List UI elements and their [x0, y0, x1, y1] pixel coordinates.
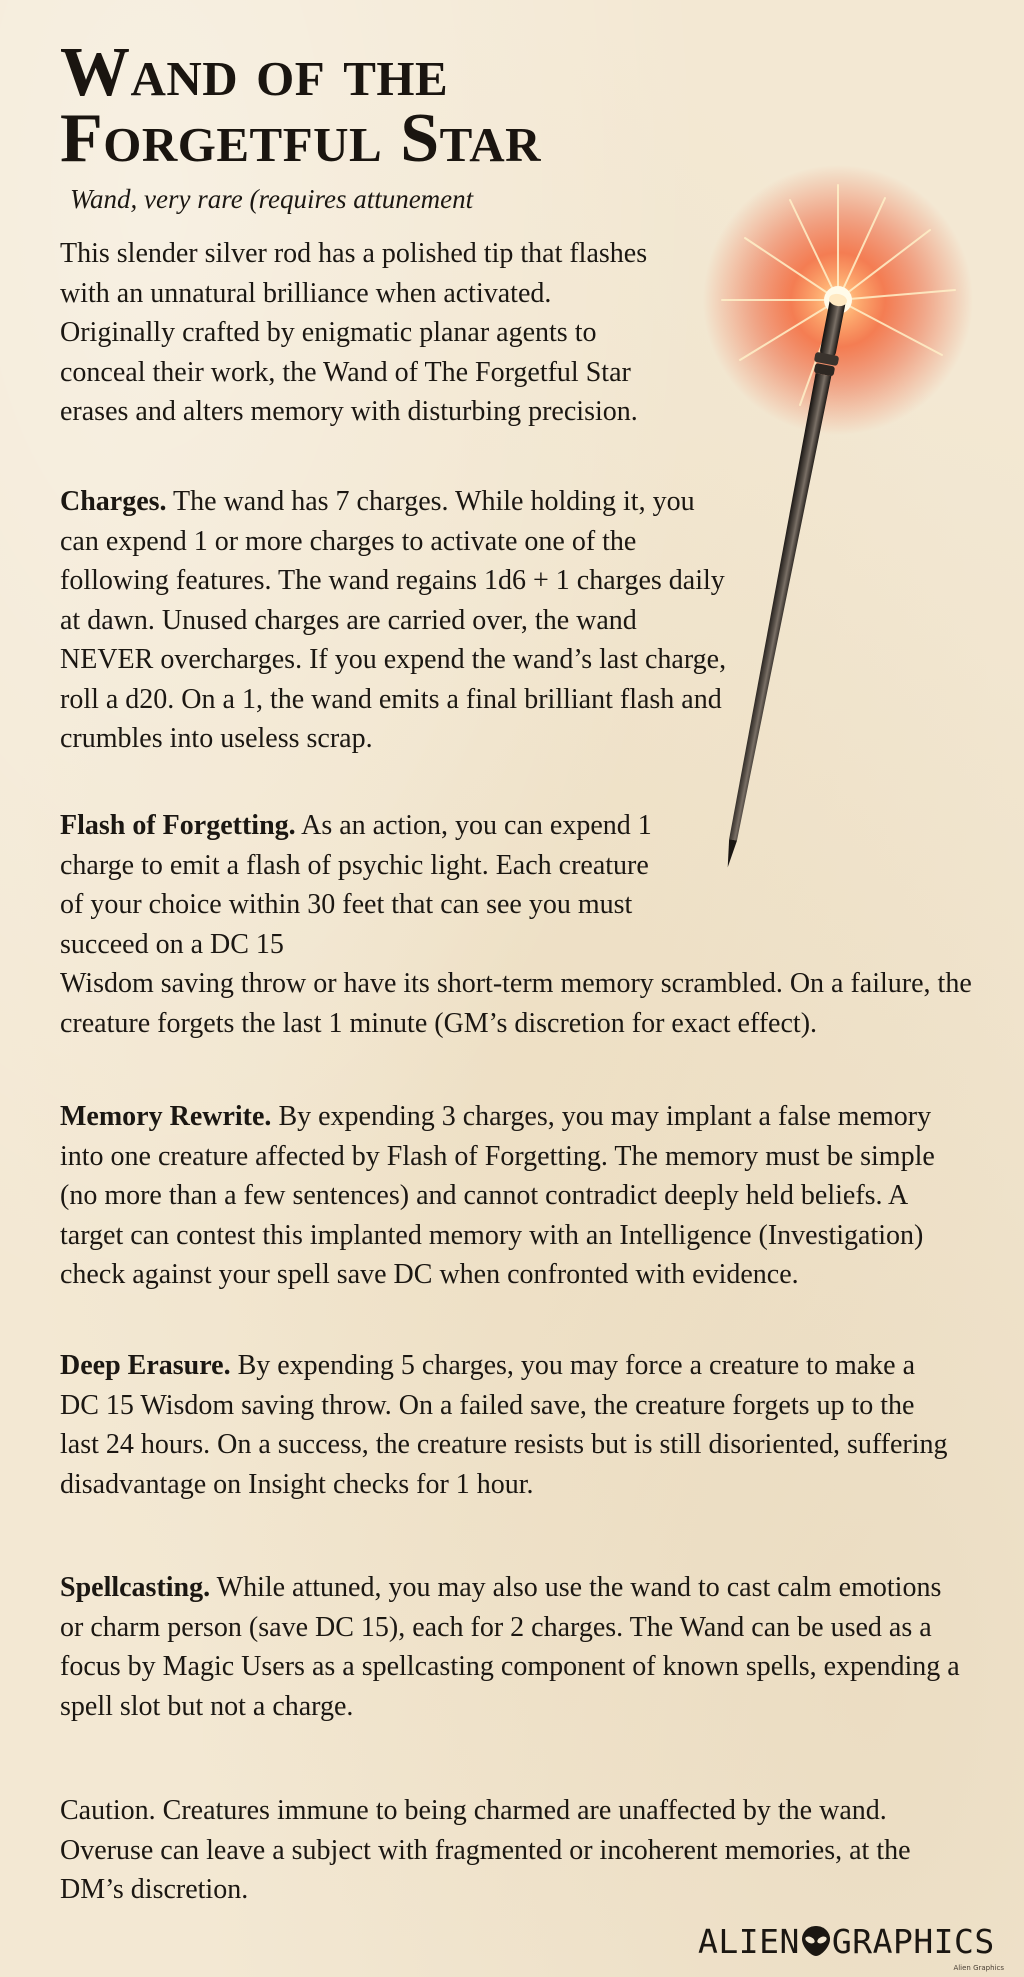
flash-paragraph-top: [60, 806, 665, 964]
caution-text: Caution. Creatures immune to being charmed are unaffected by the wand. Overuse can leave a subject with fragmented or incoherent memories, at the DM’s discretion.: [60, 1795, 911, 1905]
charges-text: The wand has 7 charges. While holding it, you can expend 1 or more charges to activate one of the following features. The wand regains 1d6 + 1 charges daily at dawn. Unused charges are carried over, the wand NEVER overcharges. If you expend the wand’s last charge, roll a d20. On a 1, the wand emits a final brilliant flash and crumbles into useless scrap.: [60, 486, 727, 754]
deep-erasure-heading: Deep Erasure.: [60, 1350, 231, 1381]
charges-paragraph: [60, 482, 730, 759]
deep-erasure-paragraph: [60, 1346, 950, 1504]
spellcasting-paragraph: [60, 1568, 960, 1726]
item-type-subtitle: Wand, very rare (requires attunement: [70, 184, 474, 214]
memory-rewrite-heading: Memory Rewrite.: [60, 1101, 272, 1132]
alien-graphics-logo: [698, 1916, 1008, 1972]
caution-paragraph: [60, 1791, 940, 1910]
charges-heading: Charges.: [60, 486, 167, 517]
item-title: [60, 34, 760, 177]
spellcasting-text: While attuned, you may also use the wand to cast calm emotions or charm person (save DC 15), each for 2 charges. The Wand can be used as a focus by Magic Users as a spellcasting component of known spells, expending a spell slot but not a charge.: [60, 1572, 960, 1722]
flash-text-bottom: Wisdom saving throw or have its short-term memory scrambled. On a failure, the creature forgets the last 1 minute (GM’s discretion for exact effect).: [60, 968, 972, 1039]
flash-heading: Flash of Forgetting.: [60, 810, 296, 841]
logo-text-left: ALIEN: [698, 1921, 800, 1961]
title-line-2: Forgetful Star: [60, 100, 541, 177]
memory-rewrite-text: By expending 3 charges, you may implant a false memory into one creature affected by Flash of Forgetting. The memory must be simple (no more than a few sentences) and cannot contradict deeply held beliefs. A target can contest this implanted memory with an Intelligence (Investigation) check against your spell save DC when confronted with evidence.: [60, 1101, 935, 1290]
alien-head-icon: [801, 1924, 831, 1958]
logo-text-right: GRAPHICS: [831, 1921, 995, 1961]
flash-text-top: As an action, you can expend 1 charge to emit a flash of psychic light. Each creature of your choice within 30 feet that can see you must succeed on a DC 15: [60, 810, 652, 960]
intro-text: This slender silver rod has a polished tip that flashes with an unnatural brilliance when activated. Originally crafted by enigmatic planar agents to conceal their work, the Wand of The Forgetful Star erases and alters memory with disturbing precision.: [60, 238, 648, 427]
memory-rewrite-paragraph: [60, 1097, 975, 1295]
title-line-1: Wand of the: [60, 34, 449, 111]
deep-erasure-text: By expending 5 charges, you may force a creature to make a DC 15 Wisdom saving throw. On a failed save, the creature forgets up to the last 24 hours. On a success, the creature resists but is still disoriented, suffering disadvantage on Insight checks for 1 hour.: [60, 1350, 948, 1500]
logo-small-text: Alien Graphics: [953, 1964, 1004, 1972]
flash-paragraph-bottom: [60, 964, 1000, 1043]
intro-paragraph: [60, 234, 670, 432]
spellcasting-heading: Spellcasting.: [60, 1572, 211, 1603]
